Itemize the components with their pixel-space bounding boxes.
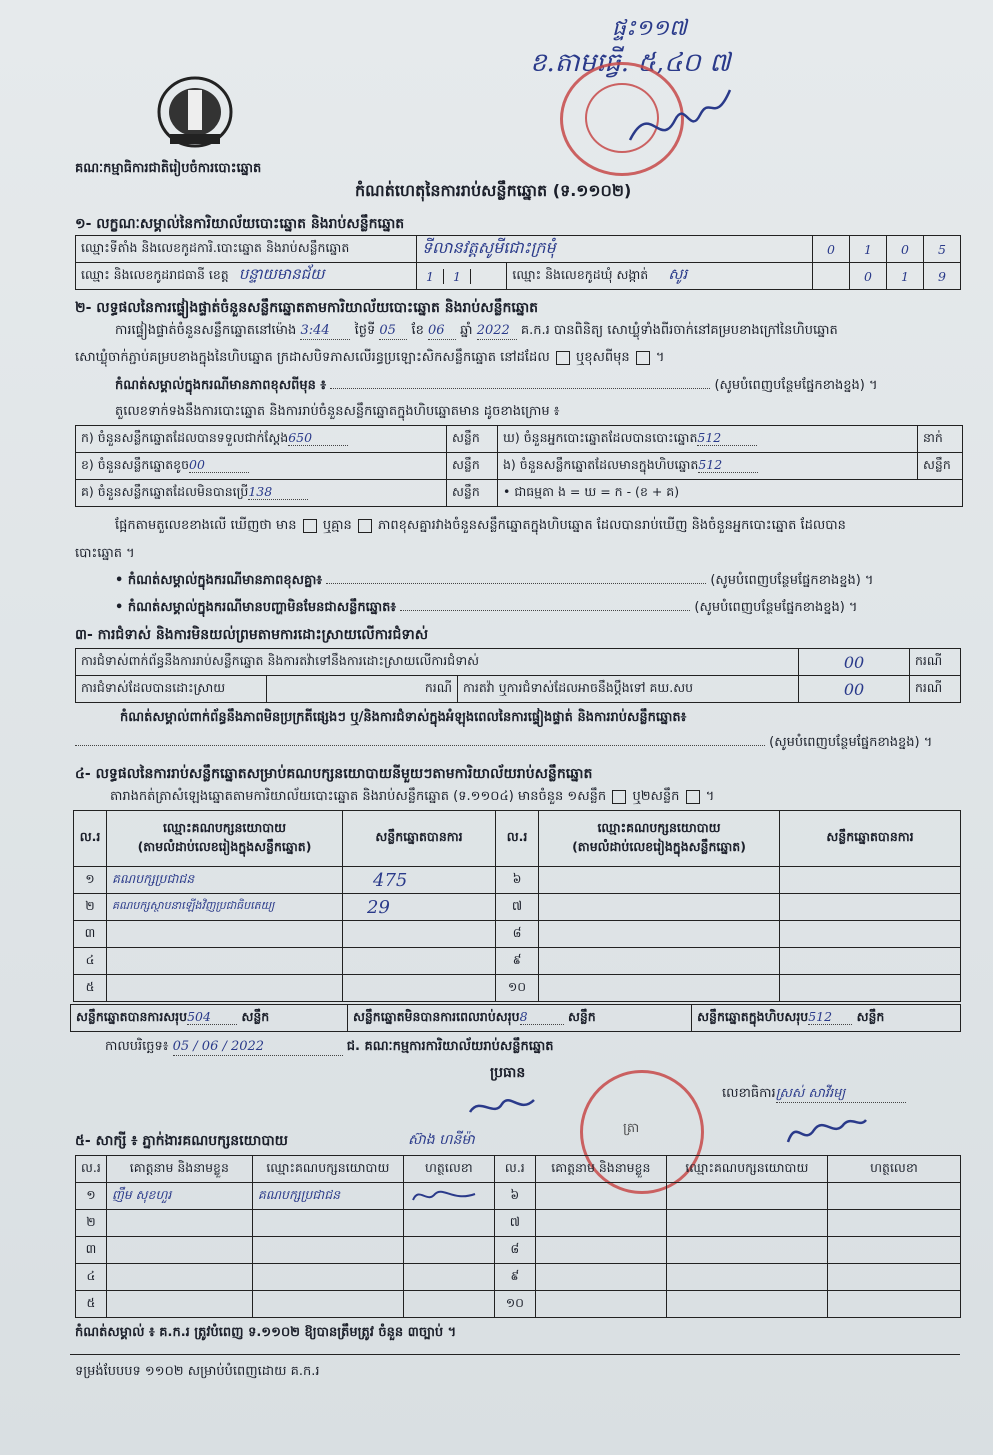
note3-blank[interactable] (400, 610, 690, 611)
total-invalid-value: 8 (520, 1009, 564, 1025)
party-votes (343, 921, 496, 948)
commune-digit: 9 (924, 263, 961, 290)
col-no-2: ល.រ (496, 811, 539, 867)
count-d-label: ឃ) ចំនួនអ្នកបោះឆ្នោតដែលបានបោះឆ្នោត (503, 429, 698, 445)
province-digit: 1 (444, 269, 471, 284)
row-no: ៥ (74, 975, 107, 1002)
two-sheet-checkbox[interactable] (686, 790, 700, 804)
president-name: ស៊ាង ហនីម៉ា (408, 1132, 475, 1148)
row-no: ៧ (496, 894, 539, 921)
total-box (692, 1005, 961, 1032)
signature-top (620, 80, 740, 160)
commune-label-text: ឈ្មោះ និងលេខកូដឃុំ សង្កាត់ (512, 267, 649, 282)
code-digit: 1 (850, 236, 887, 263)
note2-blank[interactable] (326, 583, 706, 584)
note1-label: កំណត់សម្គាល់ក្នុងករណីមានភាពខុសពីមុន ៖ (115, 378, 327, 393)
counts-table (75, 425, 963, 507)
witness-party (252, 1210, 403, 1237)
date-line (105, 1039, 553, 1056)
party-name: គណបក្សស្ថាបនាឡើងវិញប្រជាធិបតេយ្យ (107, 894, 343, 921)
section4-sub: តារាងកត់ត្រាសំឡេងឆ្នោតតាមការិយាល័យបោះឆ្នោត និងរាប់សន្លឹកឆ្នោត (ទ.១១០៤) មានចំនួន ១សន្លឹក ឬ២សន្លឹក ។ (110, 789, 715, 804)
witness-name (535, 1237, 666, 1264)
objection-value: 00 (799, 649, 910, 676)
col-party-2: ឈ្មោះគណបក្សនយោបាយ (666, 1156, 827, 1183)
row-no: ១០ (494, 1291, 535, 1318)
unit: សន្លឹក (241, 1008, 270, 1024)
col-party-title: ឈ្មោះគណបក្សនយោបាយ (162, 819, 287, 835)
col-name: គោត្តនាម និងនាមខ្លួន (106, 1156, 252, 1183)
witness-name (535, 1291, 666, 1318)
count-b-label: ខ) ចំនួនសន្លឹកឆ្នោតខូច (81, 456, 190, 472)
table-row (74, 894, 961, 921)
appeal-value: 00 (799, 676, 910, 703)
party-votes (343, 948, 496, 975)
party-name (539, 867, 780, 894)
month-value: 06 (428, 323, 456, 340)
col-party-2 (539, 811, 780, 867)
table-row (76, 1291, 961, 1318)
col-name-2: គោត្តនាម និងនាមខ្លួន (535, 1156, 666, 1183)
para3-end: បោះឆ្នោត ។ (75, 546, 135, 561)
party-name (107, 948, 343, 975)
row-no: ៣ (76, 1237, 107, 1264)
objection-label: ការជំទាស់ពាក់ព័ន្ធនឹងការរាប់សន្លឹកឆ្នោត និងការតវ៉ាទៅនឹងការដោះស្រាយលើការជំទាស់ (76, 649, 799, 676)
section4-heading: ៤- លទ្ធផលនៃការរាប់សន្លឹកឆ្នោតសម្រាប់គណបក្សនយោបាយនីមួយៗតាមការិយាល័យរាប់សន្លឹកឆ្នោត (75, 766, 593, 782)
code-digit: 0 (887, 236, 924, 263)
commune-code-empty (813, 263, 850, 290)
witness-signature (827, 1210, 960, 1237)
col-no: ល.រ (74, 811, 107, 867)
total-box-label: សន្លឹកឆ្នោតក្នុងហិបសរុប (697, 1008, 809, 1024)
party-votes (780, 921, 961, 948)
sub-text: តារាងកត់ត្រាសំឡេងឆ្នោតតាមការិយាល័យបោះឆ្នោត និងរាប់សន្លឹកឆ្នោត (ទ.១១០៤) មានចំនួន ១សន្លឹក (110, 789, 607, 804)
party-name (539, 894, 780, 921)
count-b-unit: សន្លឹក (447, 453, 498, 480)
commune-label (507, 263, 813, 290)
year-label: ឆ្នាំ (460, 323, 473, 338)
witness-party (252, 1264, 403, 1291)
one-sheet-checkbox[interactable] (612, 790, 626, 804)
secretary-signature (780, 1108, 870, 1152)
nec-emblem-icon (150, 70, 240, 152)
witness-signature (403, 1210, 494, 1237)
count-row-e (498, 453, 918, 480)
section2-para1c: សោឃ្លុំចាក់ភ្ជាប់គម្របខាងក្នុងនៃហិបឆ្នោត ក្រដាសបិទភាសលើរន្ធប្រឡោះសិកសន្លឹកឆ្នោត នៅដដែល ឬខុសពីមុន ។ (75, 350, 665, 365)
section5-heading: ៥- សាក្សី ៖ ភ្នាក់ងារគណបក្សនយោបាយ (75, 1133, 289, 1149)
unit: សន្លឹក (856, 1008, 885, 1024)
total-invalid (347, 1005, 691, 1032)
section3-heading: ៣- ការជំទាស់ និងការមិនយល់ព្រមតាមការដោះស្រាយលើការជំទាស់ (75, 627, 429, 643)
date-suffix: ជ. គណៈកម្មការការិយាល័យរាប់សន្លឹកឆ្នោត (346, 1039, 554, 1054)
year-value: 2022 (477, 323, 517, 340)
results-table (73, 810, 961, 1002)
count-row-c (76, 480, 447, 507)
party-votes (780, 894, 961, 921)
total-valid (71, 1005, 348, 1032)
party-votes: 29 (343, 894, 496, 921)
section3-note: កំណត់សម្គាល់ពាក់ព័ន្ធនឹងភាពមិនប្រក្រតីផ្សេងៗ ឬ/និងការជំទាស់ក្នុងអំឡុងពេលនៃការផ្ទៀងផ្ទាត់ និងការរាប់សន្លឹកឆ្នោត៖ (120, 710, 687, 725)
witness-party (252, 1291, 403, 1318)
table-row (74, 948, 961, 975)
count-row-d (498, 426, 918, 453)
count-e-unit: សន្លឹក (918, 453, 963, 480)
para1-text: ការផ្ទៀងផ្ទាត់ចំនួនសន្លឹកឆ្នោតនៅម៉ោង (115, 323, 297, 338)
objections-table (75, 648, 961, 703)
fill-note: (សូមបំពេញបន្ថែមផ្នែកខាងខ្នង) ។ (694, 600, 858, 615)
section1-table (75, 235, 961, 290)
month-label: ខែ (411, 323, 424, 338)
commune-digit: 1 (887, 263, 924, 290)
top-note-2: ខ.តាមធ្វើ. ៥,៤០ ៧ (530, 48, 731, 78)
party-votes (780, 948, 961, 975)
two-sheet-label: ឬ២សន្លឹក (632, 789, 680, 804)
fill-note: (សូមបំពេញបន្ថែមផ្នែកខាងខ្នង) ។ (710, 573, 874, 588)
witness-signature (827, 1264, 960, 1291)
col-signature: ហត្ថលេខា (403, 1156, 494, 1183)
count-a-unit: សន្លឹក (447, 426, 498, 453)
party-votes (780, 975, 961, 1002)
stamp-inner-text: ត្រា (623, 1121, 640, 1136)
code-digit: 0 (813, 236, 850, 263)
row-no: ៥ (76, 1291, 107, 1318)
unit: សន្លឹក (567, 1008, 596, 1024)
note1-blank[interactable] (330, 388, 710, 389)
col-no: ល.រ (76, 1156, 107, 1183)
witness-signature (827, 1183, 960, 1210)
witness-signature (403, 1237, 494, 1264)
row-no: ៤ (76, 1264, 107, 1291)
row-no: ៨ (494, 1237, 535, 1264)
fill-note: (សូមបំពេញបន្ថែមផ្នែកខាងខ្នង) ។ (714, 378, 878, 393)
row-no: ១០ (496, 975, 539, 1002)
row-no: ៦ (494, 1183, 535, 1210)
row-no: ៨ (496, 921, 539, 948)
party-name (107, 975, 343, 1002)
para1-text-c: សោឃ្លុំចាក់ភ្ជាប់គម្របខាងក្នុងនៃហិបឆ្នោត ក្រដាសបិទភាសលើរន្ធប្រឡោះសិកសន្លឹកឆ្នោត នៅដដែល (75, 350, 550, 365)
row-no: ៣ (74, 921, 107, 948)
section2-para3 (115, 518, 965, 534)
code-digit: 5 (924, 236, 961, 263)
count-e-value: 512 (698, 457, 758, 473)
same-checkbox[interactable] (556, 351, 570, 365)
commune-value: សូរ (668, 265, 688, 283)
date-value: 05 / 06 / 2022 (173, 1039, 343, 1056)
table-row (74, 921, 961, 948)
witness-name (106, 1210, 252, 1237)
row-no: ១ (74, 867, 107, 894)
different-label: ឬខុសពីមុន (575, 350, 630, 365)
section1-heading: ១- លក្ខណៈសម្គាល់នៃការិយាល័យបោះឆ្នោត និងរាប់សន្លឹកឆ្នោត (75, 216, 405, 232)
total-invalid-label: សន្លឹកឆ្នោតមិនបានការពេលរាប់សរុប (352, 1008, 520, 1024)
col-votes-2: សន្លឹកឆ្នោតបានការ (780, 811, 961, 867)
col-party: ឈ្មោះគណបក្សនយោបាយ (252, 1156, 403, 1183)
president-signature (460, 1088, 540, 1124)
witness-name (535, 1210, 666, 1237)
day-value: 05 (379, 323, 407, 340)
row-no: ២ (74, 894, 107, 921)
count-a-value: 650 (288, 430, 348, 446)
location-value: ទីលានវត្តសូមីជោះក្រមុំ (417, 236, 813, 263)
no-diff-checkbox[interactable] (358, 519, 372, 533)
witness-signature-mark (409, 1184, 479, 1206)
party-name (539, 948, 780, 975)
witness-signature (403, 1291, 494, 1318)
table-row (76, 1264, 961, 1291)
section3-note-line (75, 735, 965, 751)
witness-party (666, 1183, 827, 1210)
section2-heading: ២- លទ្ធផលនៃការផ្ទៀងផ្ទាត់ចំនួនសន្លឹកឆ្នោតតាមការិយាល័យបោះឆ្នោត និងរាប់សន្លឹកឆ្នោត (75, 300, 539, 316)
party-votes: 475 (343, 867, 496, 894)
form-title: កំណត់ហេតុនៃការរាប់សន្លឹកឆ្នោត (ទ.១១០២) (355, 181, 632, 200)
section3-blank[interactable] (75, 745, 765, 746)
witness-name (106, 1264, 252, 1291)
province-digit: 1 (417, 269, 444, 284)
party-name (539, 921, 780, 948)
para3-text: ផ្អែកតាមតួលេខខាងលើ ឃើញថា មាន (115, 518, 297, 533)
witness-party (666, 1291, 827, 1318)
fill-note: (សូមបំពេញបន្ថែមផ្នែកខាងខ្នង) ។ (769, 735, 933, 750)
witness-name: ញឹម សុខហួរ (106, 1183, 252, 1210)
party-name: គណបក្សប្រជាជន (107, 867, 343, 894)
day-label: ថ្ងៃទី (354, 323, 376, 338)
para1-text-b: គ.ក.រ បានពិនិត្យ សោឃ្លុំទាំងពីរចាក់នៅគម្របខាងក្រៅនៃហិបឆ្នោត (520, 323, 838, 338)
note1-line (115, 378, 965, 394)
col-party (107, 811, 343, 867)
row-no: ៩ (496, 948, 539, 975)
witness-name (535, 1264, 666, 1291)
location-label: ឈ្មោះទីតាំង និងលេខកូដការិ.បោះឆ្នោត និងរាប់សន្លឹកឆ្នោត (76, 236, 417, 263)
top-note-1: ផ្ទះ១១៧ (612, 16, 687, 41)
para3-text-c: ភាពខុសគ្នារវាងចំនួនសន្លឹកឆ្នោតក្នុងហិបឆ្នោត ដែលបានរាប់ឃើញ និងចំនួនអ្នកបោះឆ្នោត ដែលបាន (378, 518, 846, 533)
section2-para1 (115, 323, 965, 340)
footnote: កំណត់សម្គាល់ ៖ គ.ក.រ ត្រូវបំពេញ ទ.១១០២ ឱ្យបានត្រឹមត្រូវ ចំនួន ៣ច្បាប់ ។ (75, 1325, 457, 1340)
row-no: ៧ (494, 1210, 535, 1237)
total-box-value: 512 (808, 1009, 852, 1025)
count-d-unit: នាក់ (918, 426, 963, 453)
count-b-value: 00 (189, 457, 249, 473)
count-c-unit: សន្លឹក (447, 480, 498, 507)
different-checkbox[interactable] (636, 351, 650, 365)
commune-digit: 0 (850, 263, 887, 290)
note3-line (115, 600, 965, 616)
count-d-value: 512 (697, 430, 757, 446)
witness-party (252, 1237, 403, 1264)
president-title: ប្រធាន (490, 1065, 526, 1081)
province-value: បន្ទាយមានជ័យ (238, 265, 325, 283)
count-c-value: 138 (248, 484, 308, 500)
count-row-b (76, 453, 447, 480)
party-votes (343, 975, 496, 1002)
witness-signature (827, 1237, 960, 1264)
row-no: ៩ (494, 1264, 535, 1291)
footer-divider (70, 1354, 960, 1355)
footer-text: ទម្រង់បែបបទ ១១០២ សម្រាប់បំពេញដោយ គ.ក.រ (75, 1364, 320, 1379)
col-votes: សន្លឹកឆ្នោតបានការ (343, 811, 496, 867)
appeal-unit: ករណី (910, 676, 961, 703)
col-no-2: ល.រ (494, 1156, 535, 1183)
witness-signature (403, 1183, 494, 1210)
row-no: ៤ (74, 948, 107, 975)
witness-name (106, 1237, 252, 1264)
province-code (417, 263, 507, 290)
secretary-line (722, 1086, 906, 1103)
party-votes (780, 867, 961, 894)
note2-line (115, 573, 965, 589)
count-a-label: ក) ចំនួនសន្លឹកឆ្នោតដែលបានទទួលជាក់ស្ដែង (81, 429, 289, 445)
secretary-name: ស្រស់ សាវីរម្យ (776, 1086, 906, 1103)
total-valid-value: 504 (187, 1009, 237, 1025)
formula: • ជាធម្មតា ង = ឃ = ក - (ខ + គ) (498, 480, 963, 507)
table-row (74, 975, 961, 1002)
count-c-label: គ) ចំនួនសន្លឹកឆ្នោតដែលមិនបានប្រើ (81, 483, 249, 499)
row-no: ២ (76, 1210, 107, 1237)
org-name: គណៈកម្មាធិការជាតិរៀបចំការបោះឆ្នោត (75, 161, 262, 176)
note3-label: • កំណត់សម្គាល់ក្នុងករណីមានបញ្ហាមិនមែនជាសន្លឹកឆ្នោត៖ (115, 600, 397, 615)
party-name (539, 975, 780, 1002)
has-diff-checkbox[interactable] (303, 519, 317, 533)
province-label-text: ឈ្មោះ និងលេខកូដរាជធានី ខេត្ត (81, 267, 229, 282)
col-party-sub-2: (តាមលំដាប់លេខរៀងក្នុងសន្លឹកឆ្នោត) (572, 838, 746, 854)
witness-party (666, 1210, 827, 1237)
witness-party (666, 1264, 827, 1291)
date-label: កាលបរិច្ឆេទ៖ (105, 1039, 169, 1054)
witness-name (106, 1291, 252, 1318)
witness-table (75, 1155, 961, 1318)
no-diff-label: ឬគ្មាន (322, 518, 352, 533)
witness-name (535, 1183, 666, 1210)
count-e-label: ង) ចំនួនសន្លឹកឆ្នោតដែលមានក្នុងហិបឆ្នោត (503, 456, 699, 472)
witness-party (666, 1237, 827, 1264)
resolved-unit: ករណី (267, 676, 458, 703)
witness-signature (827, 1291, 960, 1318)
table-row (76, 1210, 961, 1237)
resolved-label: ការជំទាស់ដែលបានដោះស្រាយ (76, 676, 267, 703)
time-value: 3:44 (300, 323, 350, 340)
objection-unit: ករណី (910, 649, 961, 676)
section2-para2: តួលេខទាក់ទងនឹងការបោះឆ្នោត និងការរាប់ចំនួនសន្លឹកឆ្នោតក្នុងហិបឆ្នោតមាន ដូចខាងក្រោម ៖ (115, 404, 560, 419)
province-label (76, 263, 417, 290)
count-row-a (76, 426, 447, 453)
table-row (76, 1183, 961, 1210)
appeal-label: ការតវ៉ា ឬការជំទាស់ដែលអាចនឹងប្ដឹងទៅ គឃ.សប (458, 676, 799, 703)
totals-table (70, 1004, 961, 1032)
col-party-sub: (តាមលំដាប់លេខរៀងក្នុងសន្លឹកឆ្នោត) (137, 838, 312, 854)
note2-label: • កំណត់សម្គាល់ក្នុងករណីមានភាពខុសគ្នា៖ (115, 573, 323, 588)
party-name (107, 921, 343, 948)
table-row (74, 867, 961, 894)
table-row (76, 1237, 961, 1264)
witness-signature (403, 1264, 494, 1291)
col-party-title-2: ឈ្មោះគណបក្សនយោបាយ (597, 819, 721, 835)
row-no: ១ (76, 1183, 107, 1210)
secretary-label: លេខាធិការ (722, 1086, 776, 1101)
row-no: ៦ (496, 867, 539, 894)
total-valid-label: សន្លឹកឆ្នោតបានការសរុប (76, 1008, 188, 1024)
col-signature-2: ហត្ថលេខា (827, 1156, 960, 1183)
witness-party: គណបក្សប្រជាជន (252, 1183, 403, 1210)
